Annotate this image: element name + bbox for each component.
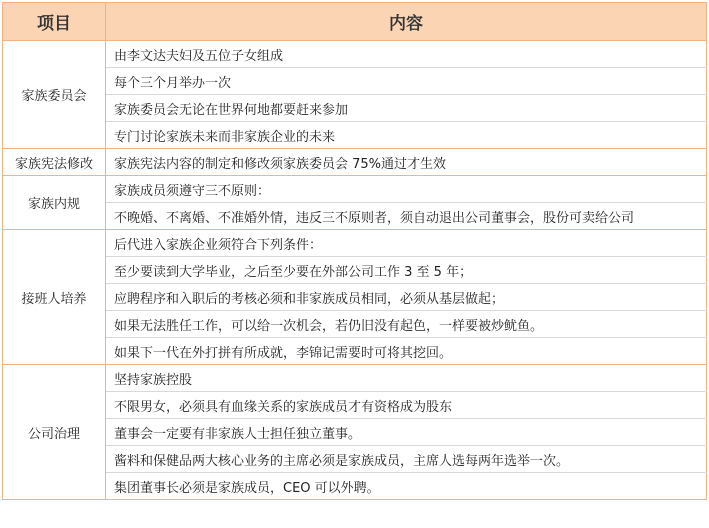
- table-row: [3, 284, 707, 311]
- table-row: [3, 203, 707, 230]
- content-line: 家族成员须遵守三不原则：: [106, 176, 707, 203]
- category-family-rules: 家族内规: [3, 176, 106, 230]
- table-row: [3, 68, 707, 95]
- content-line: 坚持家族控股: [106, 365, 707, 392]
- content-line: 专门讨论家族未来而非家族企业的未来: [106, 122, 707, 149]
- content-line: 集团董事长必须是家族成员，CEO 可以外聘。: [106, 473, 707, 500]
- category-constitution-amendment: 家族宪法修改: [3, 149, 106, 176]
- table-row: [3, 176, 707, 203]
- header-content: 内容: [106, 3, 707, 41]
- governance-table: [2, 2, 707, 500]
- category-successor-training: 接班人培养: [3, 230, 106, 365]
- content-line: 家族宪法内容的制定和修改须家族委员会 75%通过才生效: [106, 149, 707, 176]
- table-row: [3, 41, 707, 68]
- header-item: 项目: [3, 3, 106, 41]
- table-row: [3, 257, 707, 284]
- table-row: [3, 230, 707, 257]
- table-row: [3, 149, 707, 176]
- content-line: 后代进入家族企业须符合下列条件：: [106, 230, 707, 257]
- content-line: 应聘程序和入职后的考核必须和非家族成员相同，必须从基层做起；: [106, 284, 707, 311]
- content-line: 不限男女，必须具有血缘关系的家族成员才有资格成为股东: [106, 392, 707, 419]
- content-line: 不晚婚、不离婚、不准婚外情，违反三不原则者，须自动退出公司董事会，股份可卖给公司: [106, 203, 707, 230]
- content-line: 董事会一定要有非家族人士担任独立董事。: [106, 419, 707, 446]
- table-row: [3, 419, 707, 446]
- content-line: 至少要读到大学毕业，之后至少要在外部公司工作 3 至 5 年；: [106, 257, 707, 284]
- table-row: [3, 122, 707, 149]
- table-row: [3, 446, 707, 473]
- table-row: [3, 95, 707, 122]
- header-row: [3, 3, 707, 41]
- table-row: [3, 338, 707, 365]
- content-line: 如果下一代在外打拼有所成就，李锦记需要时可将其挖回。: [106, 338, 707, 365]
- content-line: 酱料和保健品两大核心业务的主席必须是家族成员，主席人选每两年选举一次。: [106, 446, 707, 473]
- content-line: 由李文达夫妇及五位子女组成: [106, 41, 707, 68]
- category-corporate-governance: 公司治理: [3, 365, 106, 500]
- table-row: [3, 365, 707, 392]
- content-line: 如果无法胜任工作，可以给一次机会，若仍旧没有起色，一样要被炒鱿鱼。: [106, 311, 707, 338]
- content-line: 每个三个月举办一次: [106, 68, 707, 95]
- table-row: [3, 473, 707, 500]
- category-family-council: 家族委员会: [3, 41, 106, 149]
- table-row: [3, 392, 707, 419]
- table-row: [3, 311, 707, 338]
- content-line: 家族委员会无论在世界何地都要赶来参加: [106, 95, 707, 122]
